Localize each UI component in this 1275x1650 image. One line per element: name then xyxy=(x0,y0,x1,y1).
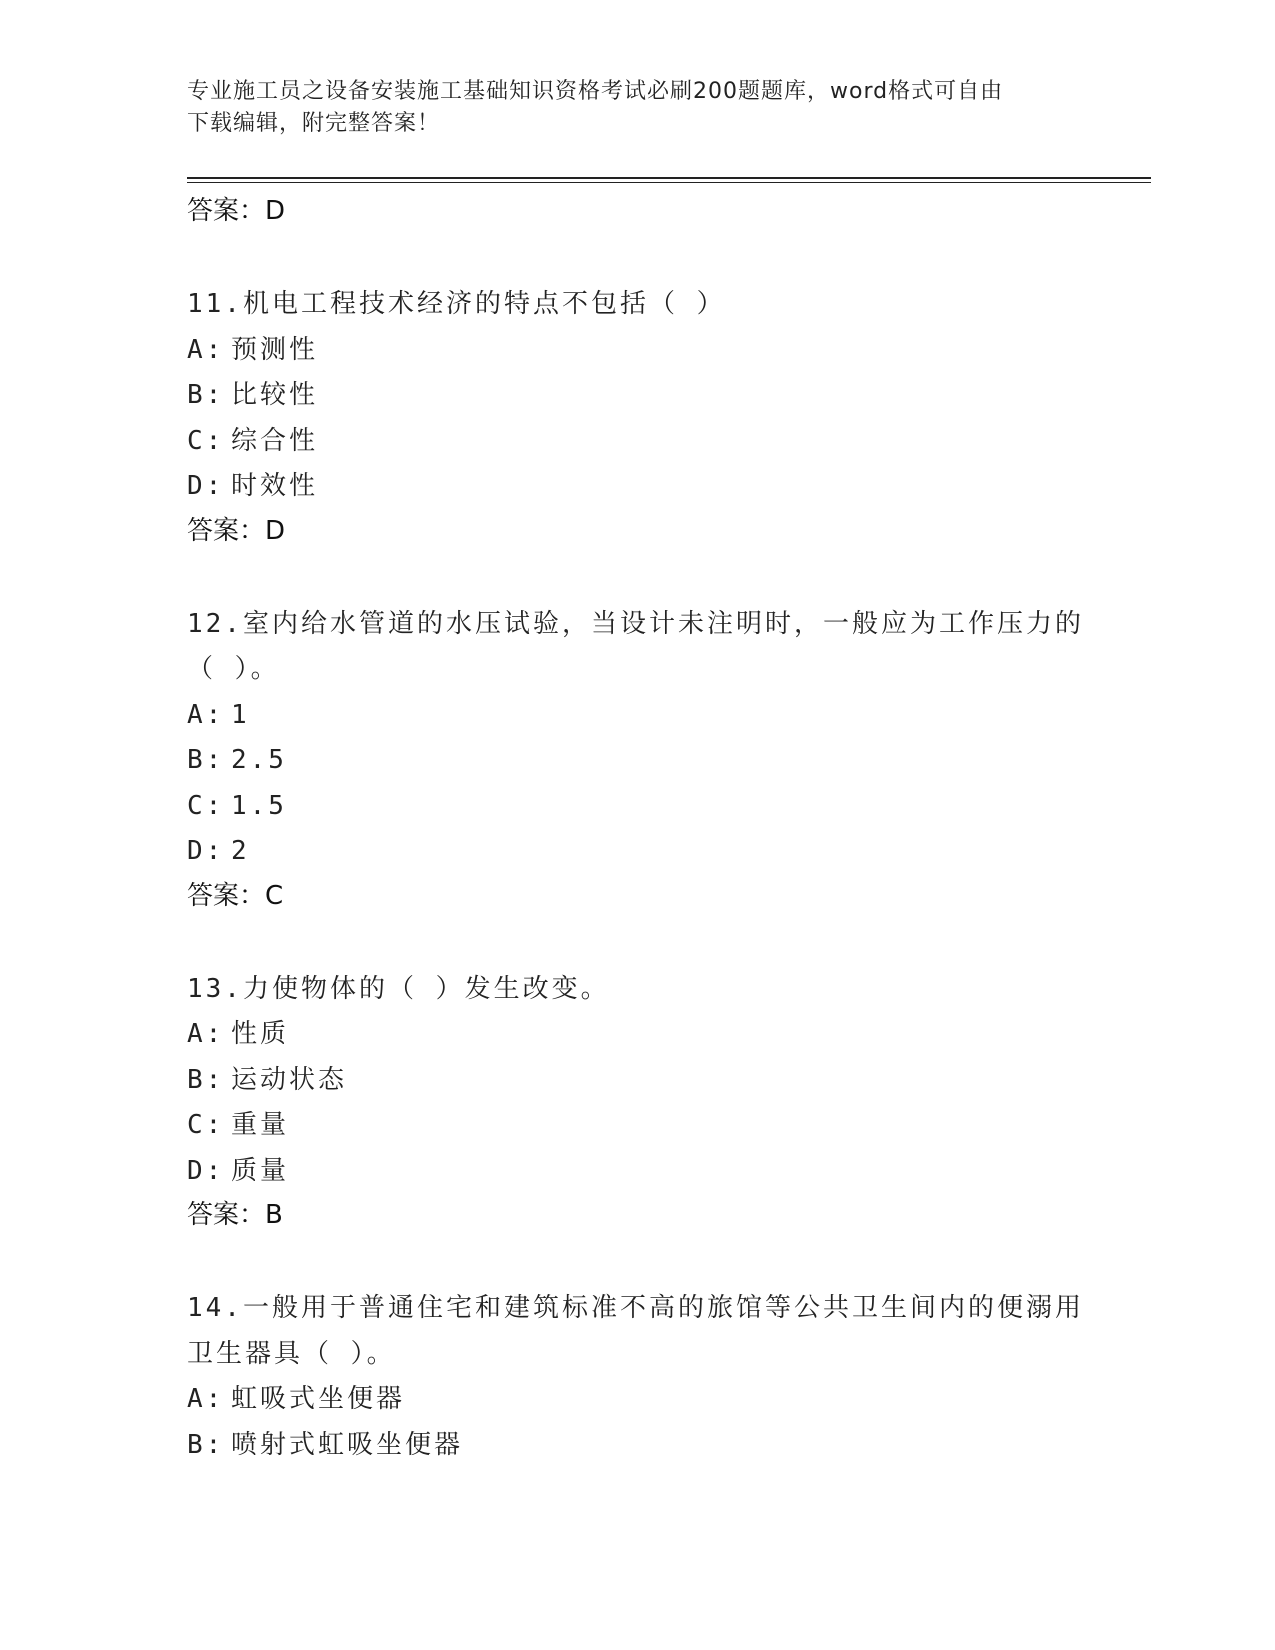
header-line-2: 下载编辑，附完整答案！ xyxy=(187,111,441,136)
question-text: 12.室内给水管道的水压试验，当设计未注明时，一般应为工作压力的（ ）。 xyxy=(187,608,1084,684)
answer: 答案：D xyxy=(187,515,286,546)
option-c: C: 1.5 xyxy=(187,790,287,821)
header-line-1: 专业施工员之设备安装施工基础知识资格考试必刷200题题库，word格式可自由 xyxy=(187,79,1004,104)
question-14 xyxy=(187,1286,1087,1468)
answer: 答案：B xyxy=(187,1200,283,1230)
option-d: D: 时效性 xyxy=(187,471,319,501)
option-a: A: 性质 xyxy=(187,1019,290,1049)
option-b: B: 2.5 xyxy=(187,745,287,775)
option-b: B: 运动状态 xyxy=(187,1064,348,1095)
option-d: D: 质量 xyxy=(187,1155,290,1186)
question-text: 14.一般用于普通住宅和建筑标准不高的旅馆等公共卫生间内的便溺用卫生器具（ ）。 xyxy=(187,1293,1084,1369)
option-a: A: 预测性 xyxy=(187,334,319,365)
option-b: B: 喷射式虹吸坐便器 xyxy=(187,1429,464,1460)
option-c: C: 重量 xyxy=(187,1110,290,1140)
option-c: C: 综合性 xyxy=(187,425,319,456)
question-13 xyxy=(187,967,1087,1237)
header-divider-thin xyxy=(187,182,1151,183)
question-text: 13.力使物体的（ ）发生改变。 xyxy=(187,973,610,1004)
option-d: D: 2 xyxy=(187,836,250,866)
question-12 xyxy=(187,602,1087,917)
document-header xyxy=(187,76,1087,140)
question-text: 11.机电工程技术经济的特点不包括（ ） xyxy=(187,289,726,319)
option-a: A: 虹吸式坐便器 xyxy=(187,1384,406,1414)
previous-answer: 答案：D xyxy=(187,196,286,226)
option-b: B: 比较性 xyxy=(187,380,319,410)
document-body xyxy=(187,190,1087,1468)
answer: 答案：C xyxy=(187,880,284,911)
header-divider xyxy=(187,177,1151,179)
question-11 xyxy=(187,282,1087,552)
option-a: A: 1 xyxy=(187,699,250,730)
